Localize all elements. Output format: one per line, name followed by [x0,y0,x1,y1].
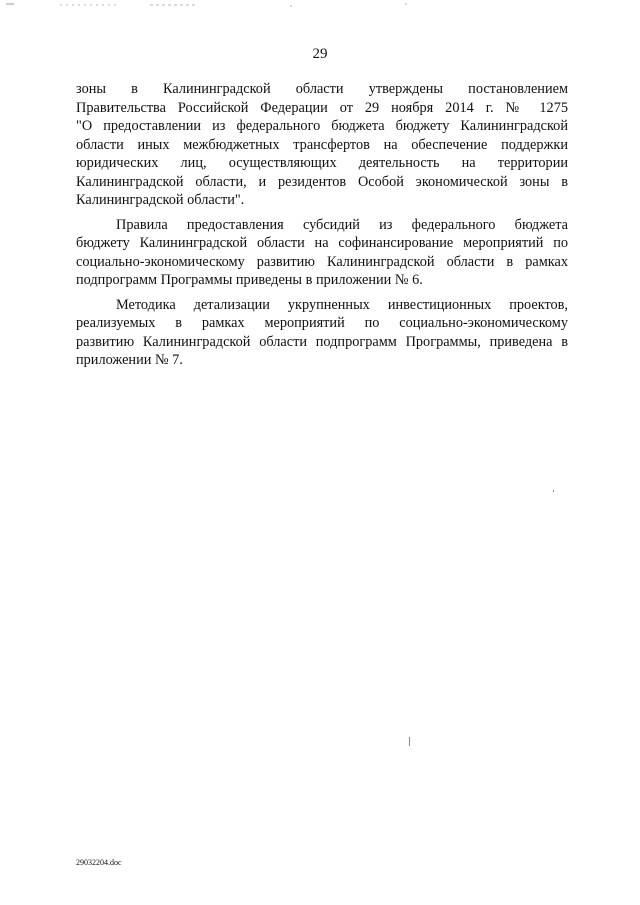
paragraph-3 [76,296,568,370]
text-line: развитию Калининградской области подпрограмм Программы, приведена в [76,333,568,350]
paragraph-1 [76,80,568,210]
text-line: Методика детализации укрупненных инвестиционных проектов, [116,296,568,313]
scan-speck [553,490,554,492]
text-line: подпрограмм Программы приведены в приложении № 6. [76,272,423,288]
text-line: Калининградской области". [76,192,245,208]
paragraph-2 [76,216,568,290]
text-line: "О предоставлении из федерального бюджета бюджету Калининградской [76,118,568,134]
text-line: юридических лиц, осуществляющих деятельность на территории [76,155,568,171]
text-line: бюджету Калининградской области на софинансирование мероприятий по [76,235,568,251]
text-line: реализуемых в рамках мероприятий по социально-экономическому [76,315,568,331]
text-line: зоны в Калининградской области утверждены постановлением [76,81,568,97]
text-line: Правила предоставления субсидий из федерального бюджета [116,216,568,233]
text-line: Правительства Российской Федерации от 29 ноября 2014 г. № 1275 [76,99,568,116]
body-text [76,80,568,376]
scan-speck [409,737,410,746]
text-line: социально-экономическому развитию Калининградской области в рамках [76,253,568,270]
footer-filename: 29032204.doc [76,858,122,867]
scan-artifact-marks [0,0,640,20]
text-line: Калининградской области, и резидентов Особой экономической зоны в [76,173,568,190]
text-line: приложении № 7. [76,352,183,368]
page-number: 29 [312,46,328,62]
text-line: области иных межбюджетных трансфертов на обеспечение поддержки [76,136,568,153]
